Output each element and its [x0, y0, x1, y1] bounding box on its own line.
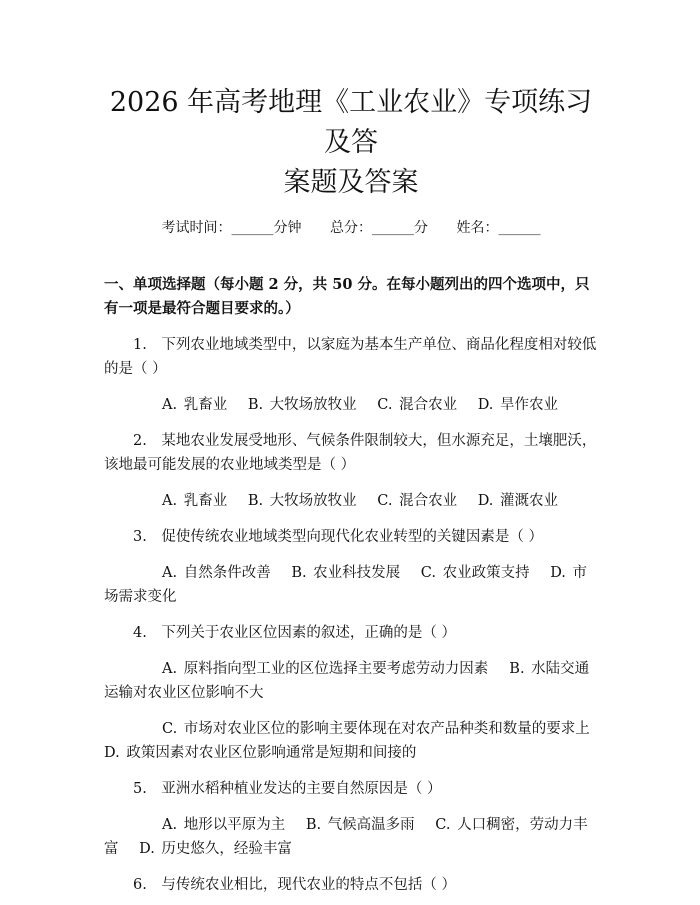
title-line-2: 案题及答案	[283, 167, 419, 198]
option-c: C. 混合农业	[377, 397, 458, 413]
question-1-options	[104, 393, 598, 417]
option-a: A. 乳畜业	[162, 493, 228, 509]
exam-name: 姓名：______	[456, 220, 541, 236]
option-b: B. 大牧场放牧业	[247, 493, 357, 509]
exam-score: 总分：______分	[330, 220, 428, 236]
question-6: 6. 与传统农业相比，现代农业的特点不包括（ ）	[133, 877, 456, 893]
question-2-options	[104, 489, 598, 513]
option-a: A. 地形以平原为主	[162, 817, 286, 833]
title-line-1: 2026 年高考地理《工业农业》专项练习及答	[109, 87, 593, 158]
exam-meta	[104, 217, 598, 239]
option-b: B. 农业科技发展	[291, 565, 401, 581]
question-4-options-cd: C. 市场对农业区位的影响主要体现在对农产品种类和数量的要求上 D. 政策因素对农业区位影响通常是短期和间接的	[104, 721, 611, 761]
question-4-options-ab: A. 原料指向型工业的区位选择主要考虑劳动力因素 B. 水陆交通运输对农业区位影响不大	[104, 661, 590, 701]
section-heading: 一、单项选择题（每小题 2 分，共 50 分。在每小题列出的四个选项中，只有一项是最符合题目要求的。）	[104, 276, 590, 317]
option-d: D. 市场需求变化	[104, 565, 588, 605]
option-b: B. 气候高温多雨	[305, 817, 415, 833]
option-c: C. 混合农业	[377, 493, 458, 509]
exam-time: 考试时间：______分钟	[161, 220, 302, 236]
question-3: 3. 促使传统农业地域类型向现代化农业转型的关键因素是（ ）	[133, 529, 543, 545]
option-a: A. 自然条件改善	[162, 565, 271, 581]
question-5-options	[104, 813, 598, 861]
question-2: 2. 某地农业发展受地形、气候条件限制较大，但水源充足，土壤肥沃，该地最可能发展的农业地域类型是（ ）	[104, 433, 597, 473]
option-c: C. 人口稠密，劳动力丰富	[104, 817, 588, 857]
option-b: B. 大牧场放牧业	[247, 397, 357, 413]
option-d: D. 旱作农业	[477, 397, 559, 413]
question-4: 4. 下列关于农业区位因素的叙述，正确的是（ ）	[133, 625, 456, 641]
option-a: A. 乳畜业	[162, 397, 228, 413]
option-d: D. 历史悠久，经验丰富	[139, 841, 292, 857]
document-title	[104, 0, 598, 203]
question-3-options	[104, 561, 598, 609]
option-c: C. 农业政策支持	[420, 565, 530, 581]
question-5: 5. 亚洲水稻种植业发达的主要自然原因是（ ）	[133, 781, 442, 797]
question-1: 1. 下列农业地域类型中，以家庭为基本生产单位、商品化程度相对较低的是（ ）	[104, 337, 597, 377]
option-d: D. 灌溉农业	[477, 493, 559, 509]
